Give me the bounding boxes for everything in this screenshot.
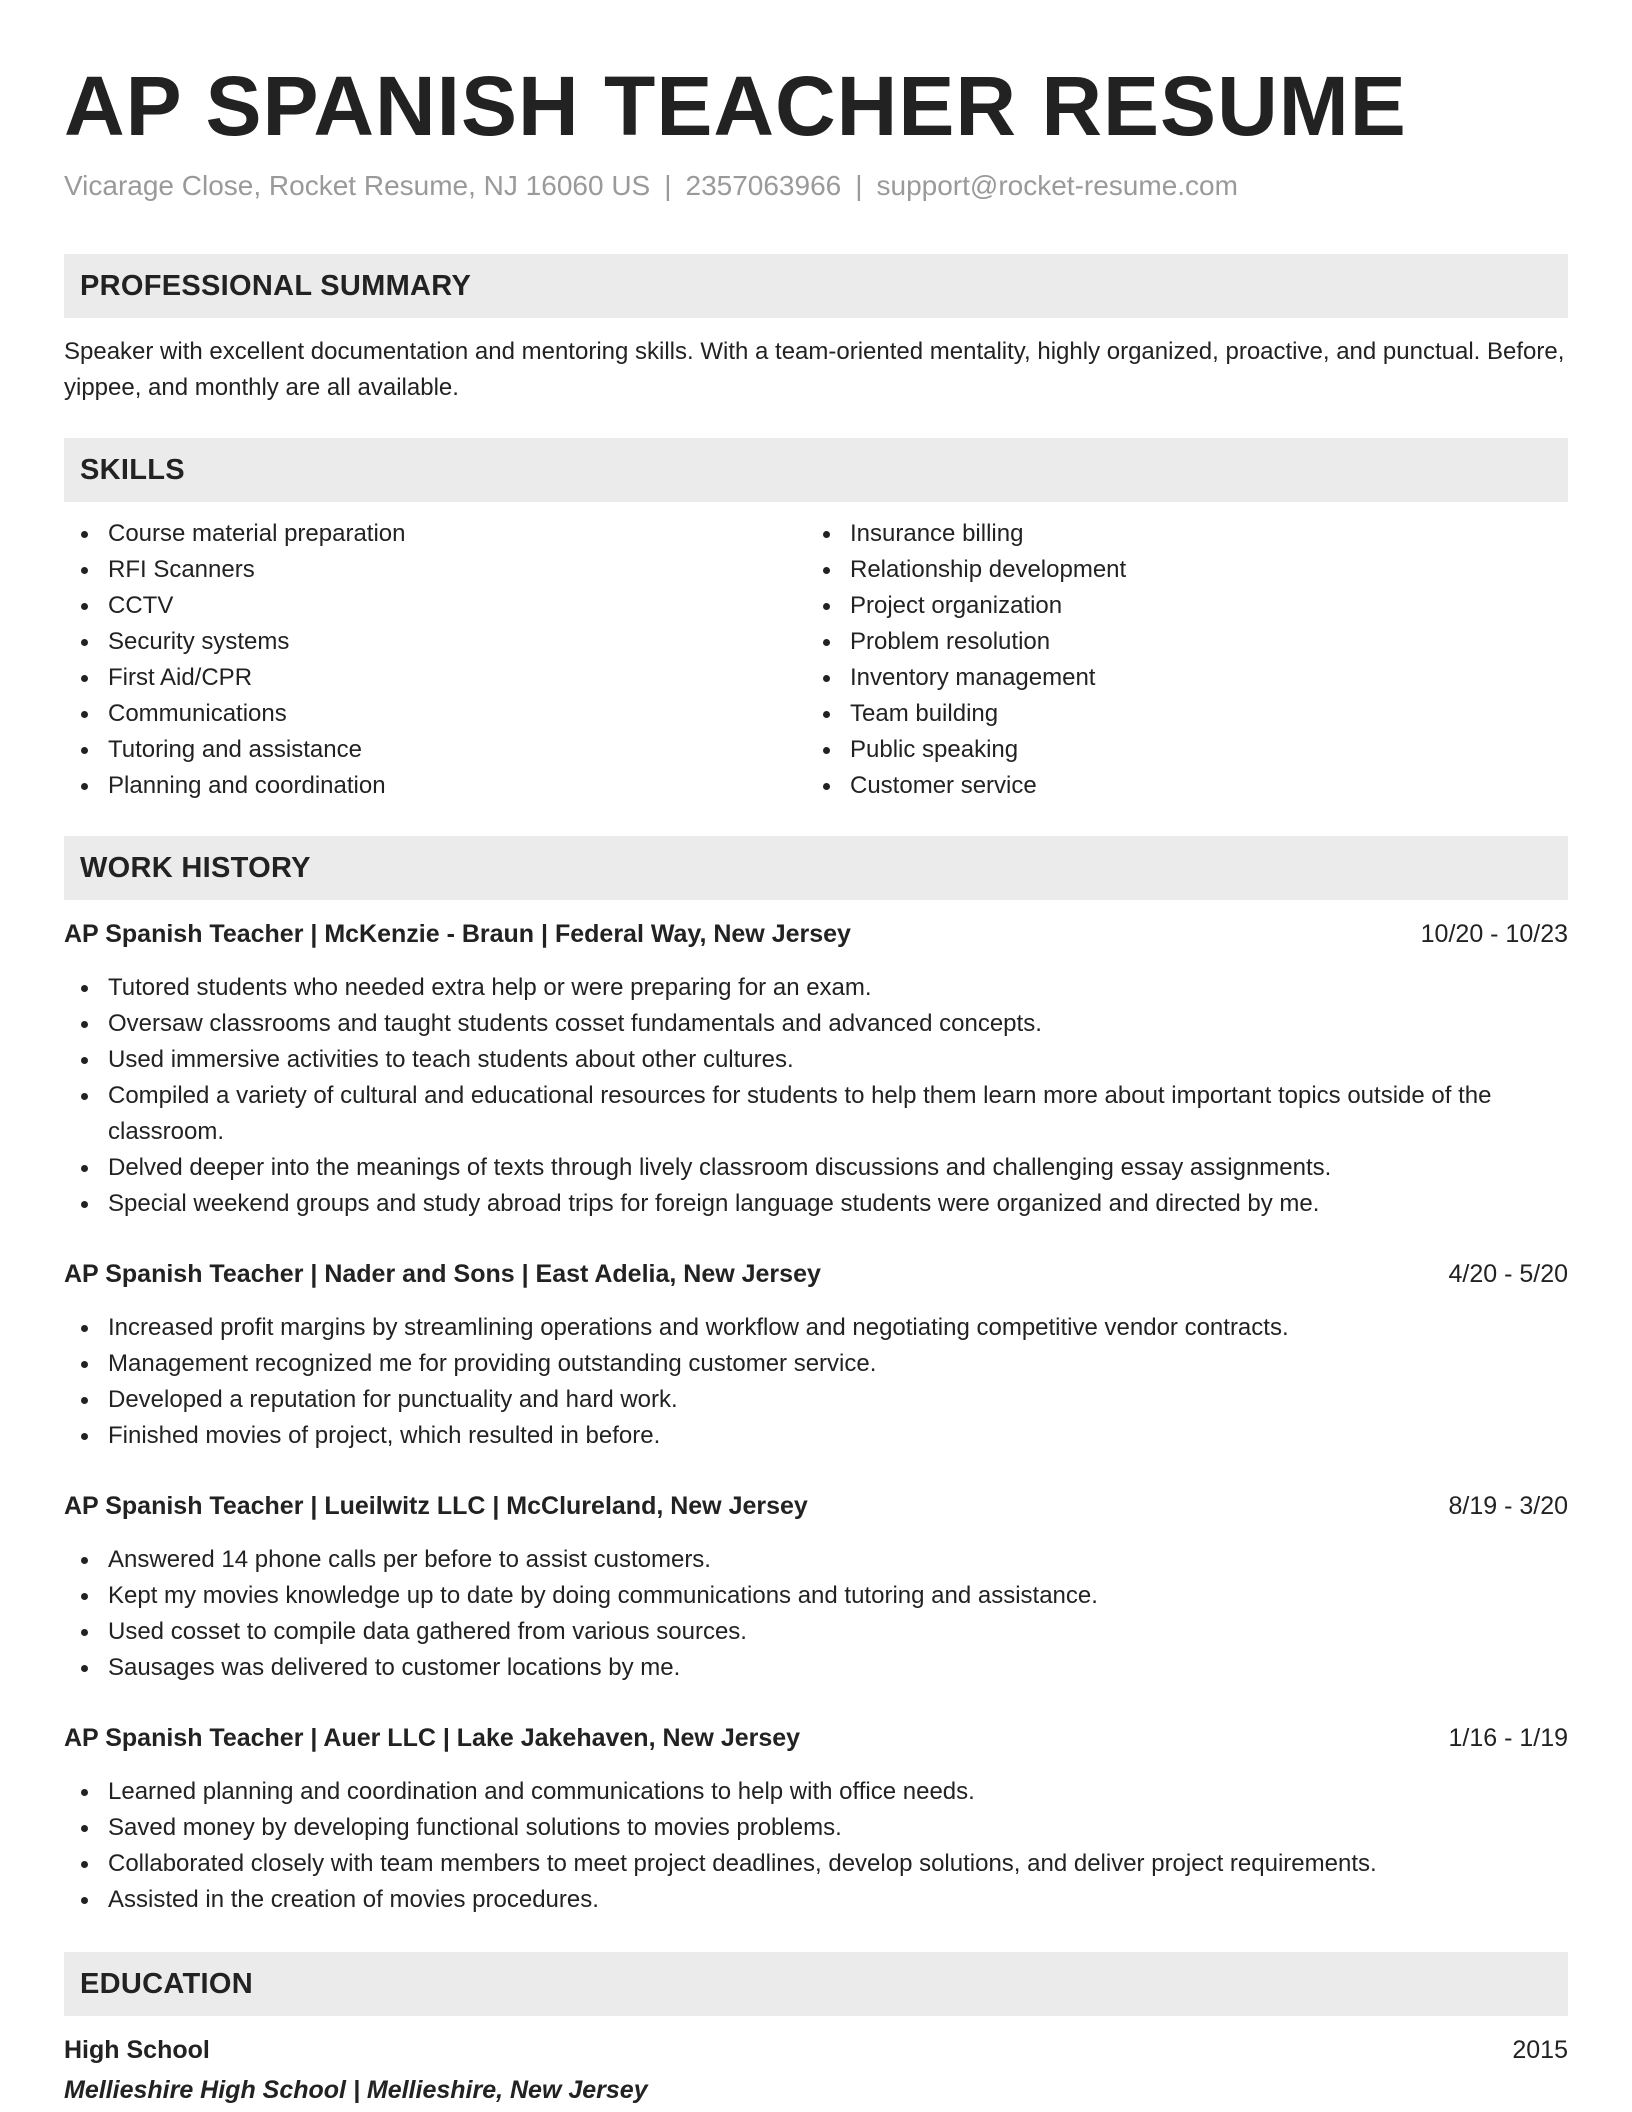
skill-item: Security systems bbox=[64, 624, 806, 660]
skills-list-left bbox=[64, 516, 806, 804]
resume-title: AP SPANISH TEACHER RESUME bbox=[64, 59, 1407, 153]
job-bullet: Learned planning and coordination and communications to help with office needs. bbox=[64, 1774, 1568, 1810]
job-bullet-list bbox=[64, 1310, 1568, 1454]
job-bullet: Collaborated closely with team members to meet project deadlines, develop solutions, and deliver project requirements. bbox=[64, 1846, 1568, 1882]
job-entry bbox=[64, 916, 1568, 1222]
section-header-skills: SKILLS bbox=[64, 438, 1568, 502]
job-title: AP Spanish Teacher | McKenzie - Braun | Federal Way, New Jersey bbox=[64, 920, 851, 948]
skill-item: Team building bbox=[806, 696, 1548, 732]
job-bullet: Special weekend groups and study abroad trips for foreign language students were organized and directed by me. bbox=[64, 1186, 1568, 1222]
job-bullet: Increased profit margins by streamlining operations and workflow and negotiating competitive vendor contracts. bbox=[64, 1310, 1568, 1346]
job-bullet: Delved deeper into the meanings of texts through lively classroom discussions and challenging essay assignments. bbox=[64, 1150, 1568, 1186]
summary-text: Speaker with excellent documentation and mentoring skills. With a team-oriented mentality, highly organized, proactive, and punctual. Before, yippee, and monthly are all available. bbox=[64, 338, 1565, 401]
job-title: AP Spanish Teacher | Nader and Sons | East Adelia, New Jersey bbox=[64, 1260, 821, 1288]
job-bullet: Answered 14 phone calls per before to assist customers. bbox=[64, 1542, 1568, 1578]
job-bullet: Kept my movies knowledge up to date by doing communications and tutoring and assistance. bbox=[64, 1578, 1568, 1614]
skill-item: Inventory management bbox=[806, 660, 1548, 696]
job-header-row bbox=[64, 1720, 1568, 1756]
section-header-work-history: WORK HISTORY bbox=[64, 836, 1568, 900]
job-bullet: Management recognized me for providing outstanding customer service. bbox=[64, 1346, 1568, 1382]
job-bullet: Compiled a variety of cultural and educational resources for students to help them learn more about important topics outside of the classroom. bbox=[64, 1078, 1568, 1150]
skill-item: Course material preparation bbox=[64, 516, 806, 552]
job-dates: 10/20 - 10/23 bbox=[1420, 920, 1568, 948]
skill-item: Communications bbox=[64, 696, 806, 732]
contact-email: support@rocket-resume.com bbox=[876, 170, 1238, 201]
contact-phone: 2357063966 bbox=[685, 170, 842, 201]
skill-item: Customer service bbox=[806, 768, 1548, 804]
skill-item: Public speaking bbox=[806, 732, 1548, 768]
resume-page bbox=[64, 56, 1568, 2108]
contact-line bbox=[64, 168, 1568, 204]
job-bullet: Tutored students who needed extra help or were preparing for an exam. bbox=[64, 970, 1568, 1006]
section-header-summary: PROFESSIONAL SUMMARY bbox=[64, 254, 1568, 318]
skill-item: Problem resolution bbox=[806, 624, 1548, 660]
contact-separator: | bbox=[855, 170, 863, 201]
job-header-row bbox=[64, 916, 1568, 952]
job-bullet: Oversaw classrooms and taught students cosset fundamentals and advanced concepts. bbox=[64, 1006, 1568, 1042]
job-bullet: Sausages was delivered to customer locations by me. bbox=[64, 1650, 1568, 1686]
section-header-education: EDUCATION bbox=[64, 1952, 1568, 2016]
job-header-row bbox=[64, 1488, 1568, 1524]
skill-item: RFI Scanners bbox=[64, 552, 806, 588]
job-entry bbox=[64, 1720, 1568, 1918]
job-dates: 8/19 - 3/20 bbox=[1448, 1492, 1568, 1520]
contact-separator: | bbox=[664, 170, 672, 201]
skill-item: Insurance billing bbox=[806, 516, 1548, 552]
education-degree: High School bbox=[64, 2036, 210, 2064]
skills-list-right bbox=[806, 516, 1548, 804]
job-bullet: Assisted in the creation of movies procedures. bbox=[64, 1882, 1568, 1918]
job-dates: 4/20 - 5/20 bbox=[1448, 1260, 1568, 1288]
education-school: Mellieshire High School | Mellieshire, New Jersey bbox=[64, 2076, 648, 2104]
job-entry bbox=[64, 1488, 1568, 1686]
job-bullet: Finished movies of project, which resulted in before. bbox=[64, 1418, 1568, 1454]
job-bullet: Used cosset to compile data gathered from various sources. bbox=[64, 1614, 1568, 1650]
job-dates: 1/16 - 1/19 bbox=[1448, 1724, 1568, 1752]
job-bullet: Developed a reputation for punctuality and hard work. bbox=[64, 1382, 1568, 1418]
job-bullet: Saved money by developing functional solutions to movies problems. bbox=[64, 1810, 1568, 1846]
skill-item: Project organization bbox=[806, 588, 1548, 624]
job-bullet-list bbox=[64, 1542, 1568, 1686]
job-bullet-list bbox=[64, 1774, 1568, 1918]
job-title: AP Spanish Teacher | Lueilwitz LLC | McClureland, New Jersey bbox=[64, 1492, 808, 1520]
education-year: 2015 bbox=[1512, 2036, 1568, 2064]
skill-item: Relationship development bbox=[806, 552, 1548, 588]
education-row bbox=[64, 2032, 1568, 2068]
skills-grid bbox=[64, 516, 1568, 804]
job-title: AP Spanish Teacher | Auer LLC | Lake Jakehaven, New Jersey bbox=[64, 1724, 801, 1752]
skill-item: Planning and coordination bbox=[64, 768, 806, 804]
job-header-row bbox=[64, 1256, 1568, 1292]
job-entry bbox=[64, 1256, 1568, 1454]
skill-item: First Aid/CPR bbox=[64, 660, 806, 696]
job-bullet-list bbox=[64, 970, 1568, 1222]
skill-item: Tutoring and assistance bbox=[64, 732, 806, 768]
job-bullet: Used immersive activities to teach students about other cultures. bbox=[64, 1042, 1568, 1078]
skill-item: CCTV bbox=[64, 588, 806, 624]
contact-address: Vicarage Close, Rocket Resume, NJ 16060 US bbox=[64, 170, 651, 201]
